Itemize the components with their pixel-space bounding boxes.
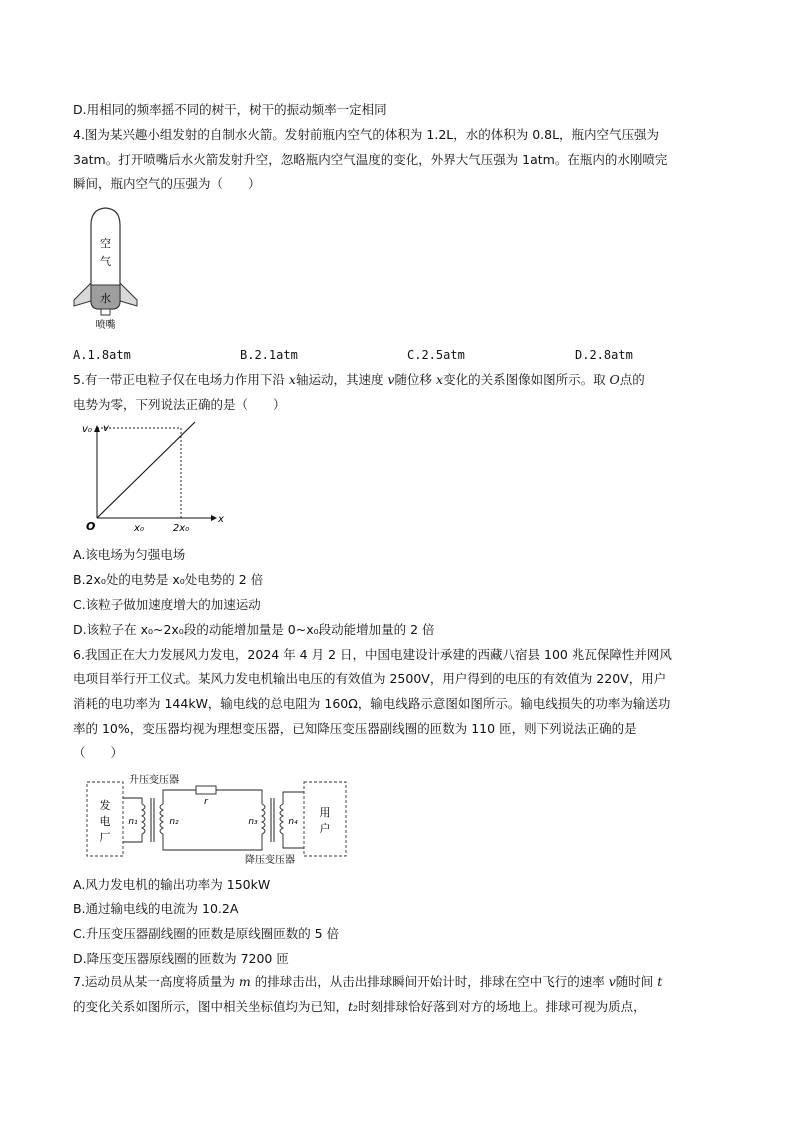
n2-label: n₂ bbox=[169, 817, 179, 827]
label-nozzle: 喷嘴 bbox=[95, 320, 116, 331]
x-axis-label: x bbox=[218, 514, 224, 525]
two-x0-label: 2x₀ bbox=[172, 523, 190, 534]
q6-option-a: A.风力发电机的输出功率为 150kW bbox=[73, 877, 271, 892]
v-axis-label: v bbox=[103, 423, 109, 434]
q6-stem-line-3: 消耗的电功率为 144kW，输电线的总电阻为 160Ω，输电线路示意图如图所示。输电线损失的功率为输送功 bbox=[73, 696, 671, 711]
v-x-graph bbox=[75, 420, 225, 535]
q4-option-c: C.2.5atm bbox=[407, 348, 465, 362]
q6-option-c: C.升压变压器副线圈的匝数是原线圈匝数的 5 倍 bbox=[73, 926, 340, 941]
q4-stem-line-2: 3atm。打开喷嘴后水火箭发射升空，忽略瓶内空气温度的变化，外界大气压强为 1atm。在瓶内的水刚喷完 bbox=[73, 152, 668, 167]
left-fin bbox=[74, 283, 91, 306]
generator-label-1: 发 bbox=[99, 799, 111, 812]
q4-stem-line-1: 4.图为某兴趣小组发射的自制水火箭。发射前瓶内空气的体积为 1.2L，水的体积为 0.8L，瓶内空气压强为 bbox=[73, 127, 660, 142]
q6-option-b: B.通过输电线的电流为 10.2A bbox=[73, 901, 239, 916]
water-rocket-figure bbox=[68, 205, 143, 335]
x-axis-arrow-icon bbox=[211, 515, 217, 521]
label-air-1: 空 bbox=[100, 237, 111, 250]
q5-option-a: A.该电场为匀强电场 bbox=[73, 547, 186, 562]
q5-option-c: C.该粒子做加速度增大的加速运动 bbox=[73, 597, 261, 612]
origin-label: O bbox=[86, 520, 96, 533]
label-water: 水 bbox=[100, 292, 111, 305]
q5-stem-line-2: 电势为零，下列说法正确的是（ ） bbox=[73, 397, 286, 412]
n3-label: n₃ bbox=[248, 817, 258, 827]
q5-option-b: B.2x₀处的电势是 x₀处电势的 2 倍 bbox=[73, 572, 264, 587]
q4-option-b: B.2.1atm bbox=[240, 348, 298, 362]
generator-label-2: 电 bbox=[99, 815, 111, 828]
v0-label: v₀ bbox=[82, 424, 92, 435]
step-up-primary-coil bbox=[142, 804, 145, 834]
step-up-label: 升压变压器 bbox=[129, 775, 179, 786]
step-up-secondary-coil bbox=[160, 804, 163, 834]
step-down-primary-coil bbox=[262, 804, 265, 834]
q5-option-d: D.该粒子在 x₀~2x₀段的动能增加量是 0~x₀段动能增加量的 2 倍 bbox=[73, 622, 435, 637]
q6-option-d: D.降压变压器原线圈的匝数为 7200 匝 bbox=[73, 951, 289, 966]
step-down-label: 降压变压器 bbox=[245, 855, 295, 866]
right-fin bbox=[120, 283, 137, 306]
q4-option-d: D.2.8atm bbox=[575, 348, 633, 362]
x0-label: x₀ bbox=[134, 523, 144, 534]
q3-option-d: D.用相同的频率摇不同的树干，树干的振动频率一定相同 bbox=[73, 102, 387, 117]
q6-stem-line-1: 6.我国正在大力发展风力发电，2024 年 4 月 2 日，中国电建设计承建的西藏八宿县 100 兆瓦保障性并网风 bbox=[73, 647, 672, 662]
step-down-secondary-coil bbox=[280, 804, 283, 834]
n4-label: n₄ bbox=[288, 817, 298, 827]
resistor-label: r bbox=[204, 797, 208, 807]
label-air-2: 气 bbox=[100, 255, 111, 268]
v-x-line bbox=[97, 422, 195, 518]
v-axis-arrow-icon bbox=[94, 425, 100, 432]
q4-stem-line-3: 瞬间，瓶内空气的压强为（ ） bbox=[73, 176, 261, 191]
q6-stem-line-2: 电项目举行开工仪式。某风力发电机输出电压的有效值为 2500V，用户得到的电压的有效值为 220V，用户 bbox=[73, 671, 667, 686]
user-label-1: 用 bbox=[319, 806, 331, 819]
q5-stem-line-1: 5.有一带正电粒子仅在电场力作用下沿 x轴运动，其速度 v随位移 x变化的关系图像如图所示。取 O点的 bbox=[73, 372, 645, 387]
q4-option-a: A.1.8atm bbox=[73, 348, 131, 362]
q6-stem-line-5: （ ） bbox=[73, 745, 124, 760]
nozzle-icon bbox=[101, 309, 110, 315]
q6-stem-line-4: 率的 10%，变压器均视为理想变压器，已知降压变压器副线圈的匝数为 110 匝，则下列说法正确的是 bbox=[73, 721, 637, 736]
q7-stem-line-2: 的变化关系如图所示，图中相关坐标值均为已知，t₂时刻排球恰好落到对方的场地上。排球可视为质点， bbox=[73, 999, 646, 1014]
line-resistor bbox=[196, 786, 216, 794]
user-label-2: 户 bbox=[319, 822, 331, 835]
user-box bbox=[304, 782, 346, 856]
n1-label: n₁ bbox=[128, 817, 138, 827]
generator-label-3: 厂 bbox=[99, 831, 111, 844]
transmission-circuit-figure bbox=[82, 770, 362, 870]
q7-stem-line-1: 7.运动员从某一高度将质量为 m 的排球击出，从击出排球瞬间开始计时，排球在空中飞行的速率 v随时间 t bbox=[73, 974, 663, 989]
